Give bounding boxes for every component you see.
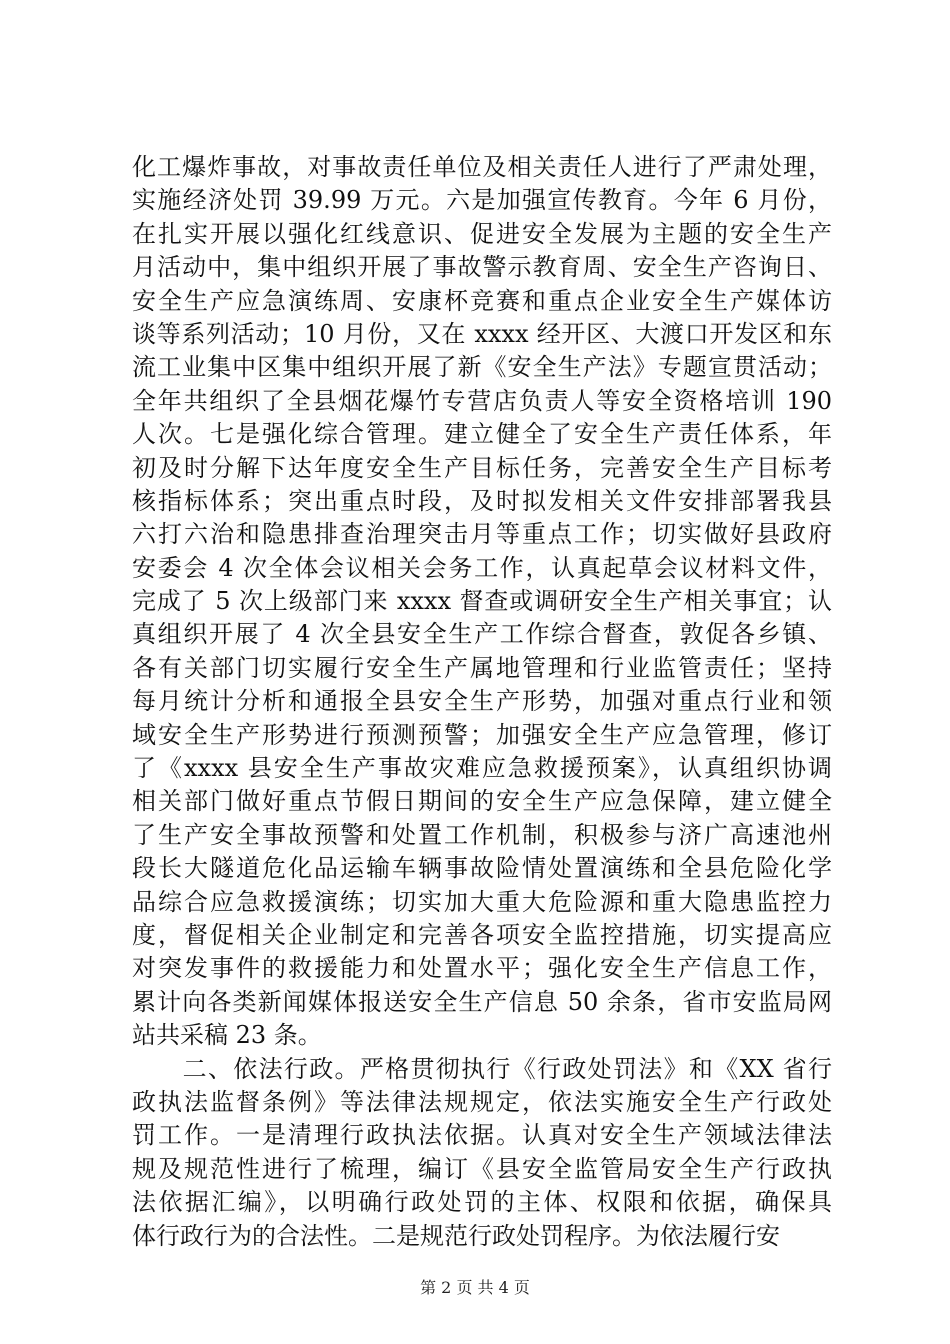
text-line: 二、依法行政。严格贯彻执行《行政处罚法》和《XX 省行 <box>132 1054 832 1083</box>
text-line: 品综合应急救援演练；切实加大重大危险源和重大隐患监控力 <box>132 887 832 916</box>
text-line: 流工业集中区集中组织开展了新《安全生产法》专题宣贯活动； <box>132 353 832 382</box>
text-line: 化工爆炸事故，对事故责任单位及相关责任人进行了严肃处理， <box>132 153 832 181</box>
text-line: 各有关部门切实履行安全生产属地管理和行业监管责任；坚持 <box>132 653 832 682</box>
text-line: 站共采稿 23 条。 <box>132 1021 322 1050</box>
page-footer: 第 2 页 共 4 页 <box>420 1278 530 1297</box>
text-line: 每月统计分析和通报全县安全生产形势，加强对重点行业和领 <box>132 687 832 716</box>
text-line: 法依据汇编》，以明确行政处罚的主体、权限和依据，确保具 <box>132 1188 832 1217</box>
text-line: 段长大隧道危化品运输车辆事故险情处置演练和全县危险化学 <box>132 854 832 883</box>
text-line: 人次。七是强化综合管理。建立健全了安全生产责任体系，年 <box>132 420 832 449</box>
text-line: 政执法监督条例》等法律法规规定，依法实施安全生产行政处 <box>132 1087 832 1116</box>
body-text <box>132 151 832 1253</box>
text-line: 罚工作。一是清理行政执法依据。认真对安全生产领域法律法 <box>132 1121 832 1150</box>
text-line: 对突发事件的救援能力和处置水平；强化安全生产信息工作， <box>132 954 832 983</box>
text-line: 了《xxxx 县安全生产事故灾难应急救援预案》，认真组织协调 <box>132 754 832 783</box>
text-line: 月活动中，集中组织开展了事故警示教育周、安全生产咨询日、 <box>132 253 832 282</box>
text-line: 完成了 5 次上级部门来 xxxx 督查或调研安全生产相关事宜；认 <box>132 587 832 616</box>
text-line: 全年共组织了全县烟花爆竹专营店负责人等安全资格培训 190 <box>132 386 832 415</box>
text-line: 域安全生产形势进行预测预警；加强安全生产应急管理，修订 <box>132 720 832 749</box>
text-line: 累计向各类新闻媒体报送安全生产信息 50 余条，省市安监局网 <box>132 987 832 1016</box>
text-line: 度，督促相关企业制定和完善各项安全监控措施，切实提高应 <box>132 920 832 949</box>
text-line: 初及时分解下达年度安全生产目标任务，完善安全生产目标考 <box>132 453 832 482</box>
text-line: 了生产安全事故预警和处置工作机制，积极参与济广高速池州 <box>132 820 832 849</box>
text-line: 实施经济处罚 39.99 万元。六是加强宣传教育。今年 6 月份， <box>132 186 832 215</box>
text-line: 核指标体系；突出重点时段，及时拟发相关文件安排部署我县 <box>132 486 832 515</box>
text-line: 规及规范性进行了梳理，编订《县安全监管局安全生产行政执 <box>132 1154 832 1183</box>
text-line: 在扎实开展以强化红线意识、促进安全发展为主题的安全生产 <box>132 219 832 248</box>
text-line: 安委会 4 次全体会议相关会务工作，认真起草会议材料文件， <box>132 553 832 582</box>
text-line: 安全生产应急演练周、安康杯竞赛和重点企业安全生产媒体访 <box>132 286 832 315</box>
text-line: 相关部门做好重点节假日期间的安全生产应急保障，建立健全 <box>132 787 832 816</box>
text-line: 谈等系列活动；10 月份，又在 xxxx 经开区、大渡口开发区和东 <box>132 319 832 348</box>
text-line: 六打六治和隐患排查治理突击月等重点工作；切实做好县政府 <box>132 520 832 549</box>
text-line: 真组织开展了 4 次全县安全生产工作综合督查，敦促各乡镇、 <box>132 620 832 649</box>
text-line: 体行政行为的合法性。二是规范行政处罚程序。为依法履行安 <box>132 1221 780 1250</box>
